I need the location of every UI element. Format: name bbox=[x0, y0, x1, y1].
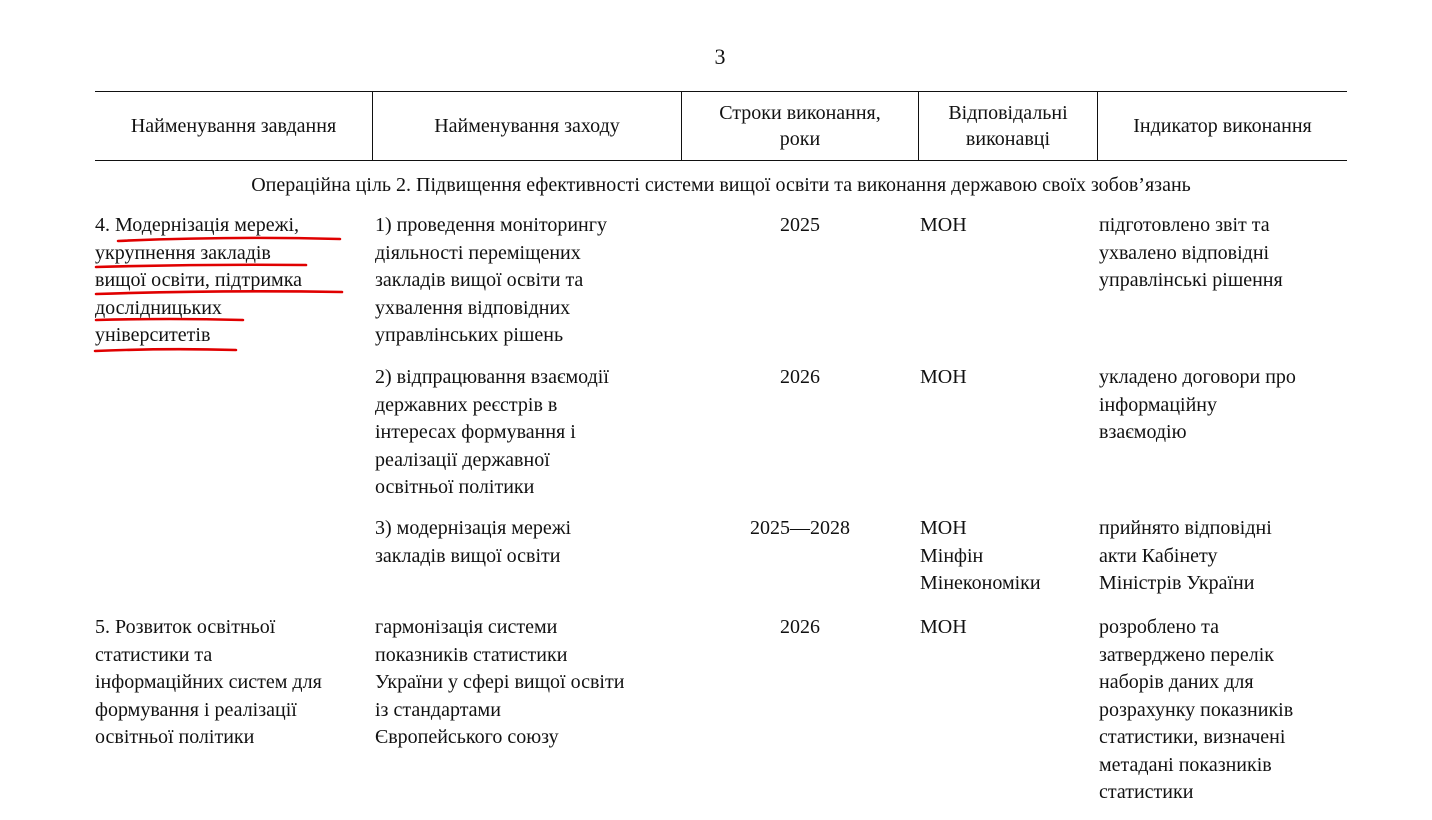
text-line: статистики та bbox=[95, 643, 213, 666]
header-label-line: Строки виконання, bbox=[719, 102, 881, 124]
text-line: 2) відпрацювання взаємодії bbox=[375, 366, 609, 388]
measure-cell bbox=[375, 614, 675, 752]
text-line: ухвалено відповідні bbox=[1099, 241, 1270, 264]
text-line: управлінські рішення bbox=[1099, 269, 1283, 291]
text-line: 5. Розвиток освітньої bbox=[95, 616, 276, 638]
header-indicator bbox=[1098, 91, 1347, 161]
executors-cell bbox=[920, 212, 1095, 240]
text-line: розрахунку показників bbox=[1099, 698, 1294, 721]
header-label: Найменування заходу bbox=[434, 115, 620, 137]
measure-cell bbox=[375, 515, 675, 570]
text-line: ухвалення відповідних bbox=[375, 296, 571, 319]
header-label: Найменування завдання bbox=[130, 115, 337, 137]
header-label-line: виконавці bbox=[965, 128, 1051, 150]
text-line: із стандартами bbox=[375, 698, 501, 721]
text-line: діяльності переміщених bbox=[375, 241, 581, 264]
text-line: інтересах формування і bbox=[375, 421, 576, 443]
measure-cell bbox=[375, 212, 675, 350]
header-executors bbox=[919, 91, 1097, 161]
text-line: державних реєстрів в bbox=[375, 393, 558, 416]
task-cell bbox=[95, 614, 367, 752]
header-task-name bbox=[95, 91, 372, 161]
header-label-line: Відповідальні bbox=[948, 102, 1068, 124]
executors-cell bbox=[920, 364, 1095, 392]
header-measure-name bbox=[373, 91, 681, 161]
task-cell bbox=[95, 212, 367, 350]
executors-cell bbox=[920, 614, 1095, 642]
text-line: 3) модернізація мережі bbox=[375, 517, 572, 539]
term-cell: 2025 bbox=[780, 214, 820, 236]
text-line: 4. Модернізація мережі, bbox=[95, 214, 300, 236]
text-line: формування і реалізації bbox=[95, 698, 297, 721]
text-line: інформаційних систем для bbox=[95, 671, 322, 693]
text-line: взаємодію bbox=[1099, 421, 1187, 443]
text-line: МОН bbox=[920, 214, 967, 236]
text-line: прийнято відповідні bbox=[1099, 517, 1272, 539]
indicator-cell bbox=[1099, 212, 1344, 295]
text-line: МОН bbox=[920, 616, 967, 638]
term-cell: 2026 bbox=[780, 616, 820, 638]
indicator-cell bbox=[1099, 515, 1344, 598]
page-number: 3 bbox=[714, 44, 726, 69]
text-line: Міністрів України bbox=[1099, 572, 1255, 594]
header-label: Індикатор виконання bbox=[1133, 115, 1312, 137]
text-line: університетів bbox=[95, 324, 211, 346]
text-line: наборів даних для bbox=[1099, 671, 1254, 693]
indicator-cell bbox=[1099, 364, 1344, 447]
text-line: затверджено перелік bbox=[1099, 643, 1274, 666]
indicator-cell bbox=[1099, 614, 1344, 807]
text-line: України у сфері вищої освіти bbox=[375, 671, 625, 693]
text-line: статистики bbox=[1099, 781, 1194, 803]
text-line: підготовлено звіт та bbox=[1099, 214, 1270, 236]
text-line: акти Кабінету bbox=[1099, 544, 1218, 567]
executors-cell bbox=[920, 515, 1095, 598]
text-line: статистики, визначені bbox=[1099, 726, 1286, 748]
text-line: метадані показників bbox=[1099, 753, 1272, 776]
measure-cell bbox=[375, 364, 675, 502]
section-title: Операційна ціль 2. Підвищення ефективності системи вищої освіти та виконання державою своїх зобов’язань bbox=[251, 174, 1191, 196]
text-line: освітньої політики bbox=[375, 476, 535, 498]
text-line: укрупнення закладів bbox=[95, 241, 271, 264]
text-line: закладів вищої освіти bbox=[375, 544, 561, 567]
text-line: Мінекономіки bbox=[920, 572, 1041, 594]
text-line: закладів вищої освіти та bbox=[375, 269, 584, 291]
text-line: укладено договори про bbox=[1099, 366, 1296, 388]
term-cell: 2025—2028 bbox=[750, 517, 850, 539]
term-cell: 2026 bbox=[780, 366, 820, 388]
text-line: МОН bbox=[920, 366, 967, 388]
text-line: реалізації державної bbox=[375, 448, 550, 471]
text-line: інформаційну bbox=[1099, 393, 1217, 416]
text-line: гармонізація системи bbox=[375, 616, 558, 638]
text-line: вищої освіти, підтримка bbox=[95, 269, 302, 291]
text-line: розроблено та bbox=[1099, 616, 1219, 638]
text-line: Мінфін bbox=[920, 544, 984, 567]
text-line: управлінських рішень bbox=[375, 324, 564, 346]
header-term bbox=[682, 91, 918, 161]
text-line: Європейського союзу bbox=[375, 726, 559, 748]
header-label-line: роки bbox=[779, 128, 821, 150]
text-line: освітньої політики bbox=[95, 726, 255, 748]
text-line: показників статистики bbox=[375, 643, 568, 666]
text-line: 1) проведення моніторингу bbox=[375, 214, 607, 236]
text-line: МОН bbox=[920, 517, 967, 539]
text-line: дослідницьких bbox=[95, 296, 222, 319]
